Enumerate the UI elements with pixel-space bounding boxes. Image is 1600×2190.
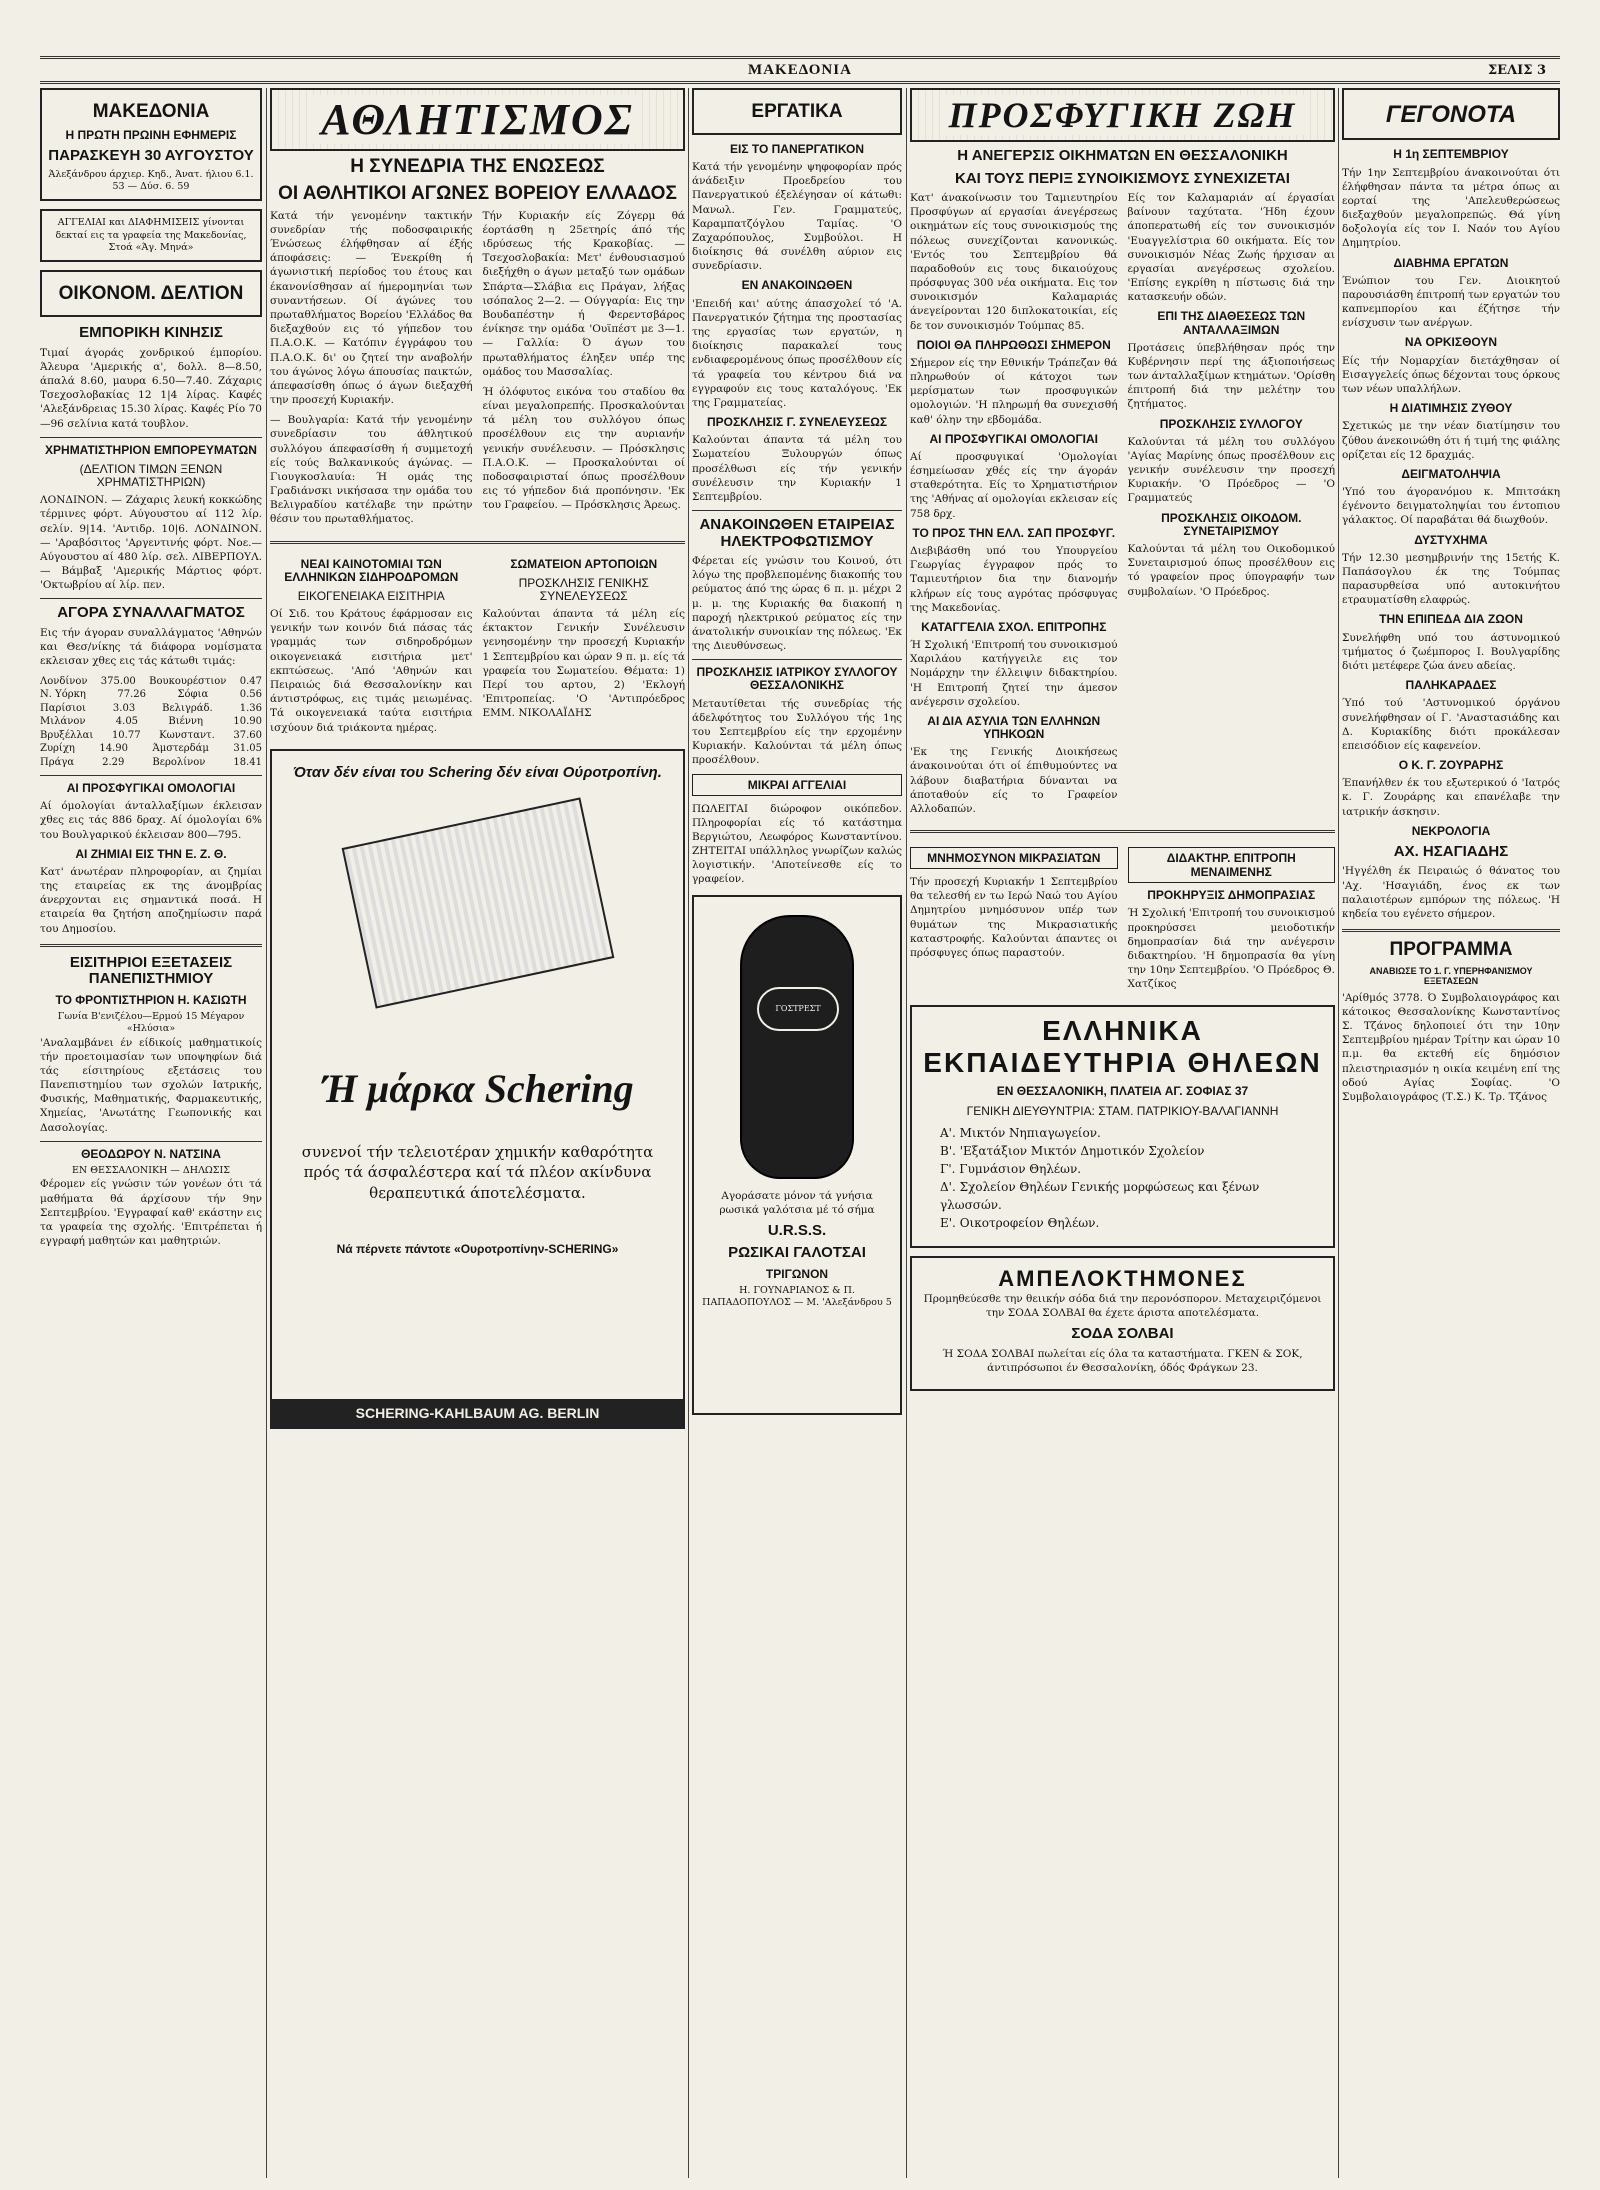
memorial-text: Τήν προσεχή Κυριακήν 1 Σεπτεμβρίου θα τελεσθή εν τω Ιερώ Ναώ του Αγίου Δημητρίου μνημόσυνον υπέρ των θυμάτων της Μικρασιατικής καταστροφής. Καλούνται άπαντες οι πρόσφυγες όπως παραστούν. <box>910 876 1118 959</box>
product-icon <box>341 798 614 1009</box>
girls-school-ad <box>910 1005 1335 1247</box>
table-row: Λονδίνον 375.00 Βουκουρέστιον 0.47 <box>40 675 262 687</box>
exchange-sub: (ΔΕΛΤΙΟΝ ΤΙΜΩΝ ΞΕΝΩΝ ΧΡΗΜΑΤΙΣΤΗΡΙΩΝ) <box>79 461 223 490</box>
table-row: Ν. Υόρκη 77.26 Σόφια 0.56 <box>40 689 262 700</box>
exchange-heading: ΧΡΗΜΑΤΙΣΤΗΡΙΟΝ ΕΜΠΟΡΕΥΜΑΤΩΝ <box>45 442 257 457</box>
schering-ad <box>270 749 685 1429</box>
page-number: ΣΕΛΙΣ 3 <box>1482 63 1552 78</box>
events-date: Η 1η ΣΕΠΤΕΜΒΡΙΟΥ <box>1393 147 1509 162</box>
trade-text: Τιμαί άγοράς χονδρικού έμπορίου. Άλευρα 'Αμερικής α', δολλ. 8—8.50, άπαλά 8.60, μαυρα 6.50—7.40. Ζάχαρις Τσεχοσλοβακίας 12 1|4 λίρας. Καφές 'Αλεξάνδρειας 15.30 λίρας. Καφές Ρίο 70—96 σελίνια κατά τουβλον. <box>40 346 262 430</box>
bakers-subheading: ΠΡΟΣΚΛΗΣΙΣ ΓΕΝΙΚΗΣ ΣΥΝΕΛΕΥΣΕΩΣ <box>518 575 649 603</box>
medical-heading: ΠΡΟΣΚΛΗΣΙΣ ΙΑΤΡΙΚΟΥ ΣΥΛΛΟΓΟΥ ΘΕΣΣΑΛΟΝΙΚΗΣ <box>696 665 898 693</box>
currency-heading: ΑΓΟΡΑ ΣΥΝΑΛΛΑΓΜΑΤΟΣ <box>57 604 245 622</box>
list-item: Β'. 'Εξατάξιον Μικτόν Δημοτικόν Σχολείον <box>940 1143 1205 1158</box>
auction-text: Ή Σχολική 'Επιτροπή του συνοικισμού προκηρύσσει μειοδοτικήν δημοπρασίαν διά την ανέγερσιν διδακτηρίου. 'Η δημοπρασία θα γίνη την 10ην Σεπτεμβρίου. 'Ο Πρόεδρος Θ. Χατζίκος <box>1127 907 1335 991</box>
column-1 <box>40 88 262 2178</box>
vine-text: Προμηθεύεσθε την θειικήν σόδα διά την περονόσπορον. Μεταχειριζόμενοι την ΣΟΔΑ ΣΟΛΒΑΙ θα έχετε άριστα αποτελέσματα. <box>923 1292 1322 1319</box>
oath-text: Είς τήν Νομαρχίαν διετάχθησαν οί Εισαγγελείς όπως δέχονται τους όρκους των νέων υπαλλήλων. <box>1342 354 1560 396</box>
electric-text: Φέρεται είς γνώσιν του Κοινού, ότι λόγω της προβλεπομένης διακοπής του ρεύματος άπό της ώρας 6 π. μ. μέχρι 2 μ. μ. της Κυριακής θα διακοπή η παροχή ηλεκτρικού ρεύματος είς την άνατολικήν συνοικίαν της πόλεως. 'Εκ της Διευθύνσεως. <box>692 555 902 653</box>
events-text-1: Τήν 1ην Σεπτεμβρίου άνακοινούται ότι έλήφθησαν πάντα τα μέτρα όπως αι εορταί της 'Απελευθερώσεως διεξαχθούν μεγαλοπρεπώς. Θά γίνη δοξολογία είς τον Ι. Ναόν του Αγίου Δημητρίου. <box>1342 166 1560 250</box>
labour-text-1: Κατά τήν γενομένην ψηφοφορίαν πρός άνάδειξιν Προεδρείου του Πανεργατικού έξελέγησαν οί κάτωθι: Μανωλ. Γεν. Γραμματεύς, Καραμπατζόγλου Ταμίας. 'Ο Ζαχαρόπουλος, Συμβούλοι. Η διοίκησις θά συνέλθη αύριον εις συνεδρίασιν. <box>692 161 902 273</box>
labour-heading: ΕΡΓΑΤΙΚΑ <box>751 101 843 122</box>
refugee-banner: ΠΡΟΣΦΥΓΙΚΗ ΖΩΗ <box>910 88 1335 142</box>
auction-heading: ΔΙΔΑΚΤΗΡ. ΕΠΙΤΡΟΠΗ ΜΕΝΑΙΜΕΝΗΣ <box>1128 847 1336 883</box>
table-row: Ζυρίχη 14.90 Άμστερδάμ 31.05 <box>40 743 262 754</box>
table-row: Παρίσιοι 3.03 Βελιγράδ. 1.36 <box>40 702 262 714</box>
labour-sub-3: ΠΡΟΣΚΛΗΣΙΣ Γ. ΣΥΝΕΛΕΥΣΕΩΣ <box>706 415 888 430</box>
program-text: 'Αρίθμός 3778. Ό Συμβολαιογράφος και κάτοικος Θεσσαλονίκης Κωνσταντίνος Σ. Τζάνος δηλοποιεί ότι την 10ην Σεπτεμβρίου ημέραν Τρίτην και ώραν 10 π.μ. θα εκτεθή είς δημόσιον πλειστηριασμόν η οικία κειμένη επί της οδού Αγίας Σοφίας. 'Ο Συμβολαιογράφος (Τ.Σ.) Κ. Τρ. Τζάνος <box>1342 991 1560 1103</box>
animals-heading: ΤΗΝ ΕΠΙΠΕΔΑ ΔΙΑ ΖΩΟΝ <box>1379 612 1523 627</box>
coop-heading: ΠΡΟΣΚΛΗΣΙΣ ΟΙΚΟΔΟΜ. ΣΥΝΕΤΑΙΡΙΣΜΟΥ <box>1161 510 1302 538</box>
rail-heading: ΝΕΑΙ ΚΑΙΝΟΤΟΜΙΑΙ ΤΩΝ ΕΛΛΗΝΙΚΩΝ ΣΙΔΗΡΟΔΡΟΜΩΝ <box>284 556 459 584</box>
bakers-text: Καλούνται άπαντα τά μέλη είς έκτακτον Γενικήν Συνέλευσιν γενησομένην την προσεχή Κυριακήν 1 Σεπτεμβρίου και ώραν 9 π. μ. είς τά γραφεία του Σωματείου. Θέματα: 1) Περί του αρτου, 2) 'Εκλογή 'Επιτροπείας. 'Ο 'Αντιπρόεδρος ΕΜΜ. ΝΙΚΟΛΑΪΔΗΣ <box>482 608 685 720</box>
galosh-title: ΡΩΣΙΚΑΙ ΓΑΛΟΤΣΑΙ <box>728 1244 866 1262</box>
rail-subheading: ΕΙΚΟΓΕΝΕΙΑΚΑ ΕΙΣΙΤΗΡΙΑ <box>297 588 445 603</box>
club-text: Καλούνται τά μέλη του συλλόγου 'Αγίας Μαρίνης όπως προσέλθουν εις γενικήν συνέλευσιν την προσεχή Κυριακήν. 'Ο Πρόεδρος — 'Ο Γραμματεύς <box>1127 435 1335 505</box>
electric-heading: ΑΝΑΚΟΙΝΩΘΕΝ ΕΤΑΙΡΕΙΑΣ ΗΛΕΚΤΡΟΦΩΤΙΣΜΟΥ <box>699 516 895 550</box>
doctor-heading: Ο Κ. Γ. ΖΟΥΡΑΡΗΣ <box>1398 758 1504 773</box>
schering-ad-footer: SCHERING-KAHLBAUM AG. BERLIN <box>272 1399 683 1427</box>
obituary-name: ΑΧ. ΗΣΑΓΙΑΔΗΣ <box>1393 842 1509 860</box>
galosh-brand: U.R.S.S. <box>767 1221 827 1239</box>
workers-text: Ένώπιον του Γεν. Διοικητού παρουσιάσθη έπιτροπή των εργατών του καπνεμπορίου και έζήτησε τήν ενίσχυσιν των ανέργων. <box>1342 274 1560 330</box>
bonds-heading-2: ΑΙ ΠΡΟΣΦΥΓΙΚΑΙ ΟΜΟΛΟΓΙΑΙ <box>929 431 1098 446</box>
masthead <box>40 56 1560 84</box>
currency-intro: Εις τήν άγοραν συναλλάγματος 'Αθηνών και Θεσ/νίκης τά διάφορα νομίσματα εκλεισαν χθες εις τάς κάτωθι τιμάς: <box>40 626 262 668</box>
payments-heading: ΠΟΙΟΙ ΘΑ ΠΛΗΡΩΘΩΣΙ ΣΗΜΕΡΟΝ <box>916 337 1111 352</box>
column-5 <box>1342 88 1560 2178</box>
galosh-sub: ΤΡΙΓΩΝΟΝ <box>765 1266 829 1281</box>
exchange-props-text: Προτάσεις ύπεβλήθησαν πρός την Κυβέρνησιν περί της άξιοποιήσεως των άνταλλαξίμων κτημάτων. 'Ορίσθη έπιτροπή διά την μελέτην του ζητήματος. <box>1127 341 1335 411</box>
classified-heading: ΜΙΚΡΑΙ ΑΓΓΕΛΙΑΙ <box>692 774 902 796</box>
sports-text-4: Ή όλόφυτος εικόνα του σταδίου θα είναι μεγαλοπρεπής. Προσκαλούνται τά μέλη του συλλόγου όπως προσέλθουν εις την αυριανήν γενικήν συνέλευσιν. — Πρόσκλησις Π.Α.Ο.Κ. — Προσκαλούνται οί ποδοσφαιρισταί όπως προσέλθουν εις τό γήπεδον διά προπόνησιν. 'Εκ του Γραφείου. — Πρόσκλησις Άρεως. <box>482 385 685 512</box>
refugee-text-1: Κατ' άνακοίνωσιν του Ταμιευτηρίου Προσφύγων αί εργασίαι άνεγέρσεως οικημάτων είς τους συνοικισμούς της πόλεως συνεχίζονται κανονικώς. 'Εντός του Σεπτεμβρίου θά παραδοθούν εις τους δικαιούχους πρόσφυγας 300 νέα οικήματα. Εις τον συνοικισμόν Καλαμαριάς άνεγείρονται 120 διπλοκατοικίαι, είς δε τον συνοικισμόν Τούμπας 85. <box>910 192 1118 332</box>
list-item: Α'. Μικτόν Νηπιαγωγείον. <box>940 1125 1101 1140</box>
girls-school-sub: ΕΝ ΘΕΣΣΑΛΟΝΙΚΗ, ΠΛΑΤΕΙΑ ΑΓ. ΣΟΦΙΑΣ 37 <box>996 1084 1249 1099</box>
bonds-heading: ΑΙ ΠΡΟΣΦΥΓΙΚΑΙ ΟΜΟΛΟΓΙΑΙ <box>66 781 236 795</box>
sampling-text: 'Υπό του άγορανόμου κ. Μπιτσάκη έγένοντο δειγματοληψίαι του έντοπιου γάλακτος. Οί παραβάται θά διωχθούν. <box>1342 486 1560 527</box>
refugee-text-2: Είς τον Καλαμαριάν αί έργασίαι βαίνουν ταχύτατα. 'Ήδη έχουν άποπερατωθή είς τον συνοικισμόν 'Ευαγγελίστρια 60 οικήματα. Είς τον συνοικισμόν Νέας Ζωής ήρχισαν αι εργασίαι ανεγέρσεως σχολείου. 'Επίσης εγκρίθη η πίστωσις διά την κατασκευήν οδών. <box>1127 192 1335 304</box>
beer-text: Σχετικώς με την νέαν διατίμησιν του ζύθου άνεκοινώθη ότι ή τιμή της φιάλης ορίζεται είς 12 δραχμάς. <box>1342 420 1560 461</box>
events-heading: ΓΕΓΟΝΟΤΑ <box>1385 101 1517 128</box>
labour-sub: ΕΙΣ ΤΟ ΠΑΝΕΡΓΑΤΙΚΟΝ <box>729 141 864 156</box>
girls-school-director: ΓΕΝΙΚΗ ΔΙΕΥΘΥΝΤΡΙΑ: ΣΤΑΜ. ΠΑΤΡΙΚΙΟΥ-ΒΑΛΑΓΙΑΝΝΗ <box>966 1103 1279 1118</box>
paper-sub: Η ΠΡΩΤΗ ΠΡΩΙΝΗ ΕΦΗΜΕΡΙΣ <box>65 127 237 142</box>
workers-heading: ΔΙΑΒΗΜΑ ΕΡΓΑΤΩΝ <box>1393 255 1509 270</box>
brawl-text: Ύπό τού 'Αστυνομικού όργάνου συνελήφθησαν οί Γ. 'Αναστασιάδης και Δ. Κυριακίδης διότι προκάλεσαν επεισόδιον είς καφενείον. <box>1342 697 1560 752</box>
sports-text-1: Κατά τήν γενομένην τακτικήν συνεδρίαν τής ποδοσφαιρικής Ένώσεως έλήφθησαν αί έξής άποφάσεις: — Ένεκρίθη ή άγωνιστική περίοδος του έτους και έκανονίσθησαν αί ήμερομηνίαι των συναντήσεων. Οί άγώνες του πρωταθλήματος Βορείου 'Ελλάδος θα διεξαχθούν εις τό γήπεδον του Π.Α.Ο.Κ. — Κατόπιν έγγράφου του Π.Α.Ο.Κ. δι' ου ζητεί την αναβολήν του άγώνος λόγω άπουσίας παικτών, άπεφασίσθη όπως ό άγων διεξαχθή την προσεχή Κυριακήν. <box>270 209 473 407</box>
vine-ad <box>910 1256 1335 1391</box>
oath-heading: ΝΑ ΟΡΚΙΣΘΟΥΝ <box>1404 335 1498 350</box>
table-row: Βρυξέλλαι 10.77 Κωνσταντ. 37.60 <box>40 729 262 741</box>
beer-heading: Η ΔΙΑΤΙΜΗΣΙΣ ΖΥΘΟΥ <box>1389 401 1513 416</box>
medical-text: Μεταυτίθεται τής συνεδρίας τής άδελφότητος του Συλλόγου τής 1ης του Σεπτεμβρίου είς την ερχομένην Κυριακήν. Καλούνται τά μέλη όπως προσέλθουν. <box>692 697 902 767</box>
coop-text: Καλούνται τά μέλη του Οικοδομικού Συνεταιρισμού όπως προσέλθουν εις τό γραφείον προς ύπογραφήν των συμβολαίων. 'Ο Πρόεδρος. <box>1127 543 1335 598</box>
schering-ad-bottom: Νά πέρνετε πάντοτε «Ουροτροπίνην-SCHERING» <box>336 1241 619 1256</box>
damage-heading: ΑΙ ΖΗΜΙΑΙ ΕΙΣ ΤΗΝ Ε. Ζ. Θ. <box>75 846 227 861</box>
rail-text: Οί Σιδ. του Κράτους έφάρμοσαν εις γενικήν των κοινόν διά πάσας τάς γραμμάς των σιδηροδρόμων οικογενειακά εισιτήρια μετ' εκπτώσεως. 'Από 'Αθηνών και Πειραιώς διά Θεσσαλονίκην και άντιστρόφως, εις τιμάς μειωμένας. Τά οικογενειακά ταύτα εισιτήρια ισχύουν διά τριάκοντα ημέρας. <box>270 608 473 734</box>
econ-heading: ΟΙΚΟΝΟΜ. ΔΕΛΤΙΟΝ <box>58 283 244 305</box>
paper-name: ΜΑΚΕΔΟΝΙΑ <box>92 101 210 122</box>
ministry-heading: ΤΟ ΠΡΟΣ ΤΗΝ ΕΛΛ. ΣΑΠ ΠΡΟΣΦΥΓ. <box>912 525 1116 540</box>
damage-text: Κατ' άνωτέραν πληροφορίαν, αι ζημίαι της εταιρείας εκ της άνομβρίας άνερχονται εις σημαντικά ποσά. Η εταιρεία θα ζητήση αποζημίωσιν παρά του Δημοσίου. <box>40 865 262 935</box>
vine-brand: ΣΟΔΑ ΣΟΛΒΑΙ <box>1071 1325 1174 1343</box>
galosh-footer: Η. ΓΟΥΝΑΡΙΑΝΟΣ & Π. ΠΑΠΑΔΟΠΟΥΛΟΣ — Μ. 'Αλεξάνδρου 5 <box>702 1285 892 1309</box>
school-sub: Γωνία Β'ενιζέλου—Ερμού 15 Μέγαρον «Ηλύσια» <box>57 1010 245 1035</box>
complaint-text: Ή Σχολική 'Επιτροπή του συνοικισμού Χαριλάου κατήγγειλε εις τον Νομάρχην την έλλειψιν διδακτηρίου. 'Η Επιτροπή ζητεί την άμεσον ανέγερσιν σχολείου. <box>910 639 1118 708</box>
vine-footer: Ή ΣΟΔΑ ΣΟΛΒΑΙ πωλείται είς όλα τα καταστήματα. ΓΚΕΝ & ΣΟΚ, άντιπρόσωποι έν Θεσσαλονίκη, όδός Φράγκων 23. <box>942 1347 1303 1374</box>
labour-sub-2: ΕΝ ΑΝΑΚΟΙΝΩΘΕΝ <box>741 278 853 293</box>
list-item: Ε'. Οικοτροφείον Θηλέων. <box>940 1215 1100 1230</box>
accident-text: Τήν 12.30 μεσημβρινήν της 15ετής Κ. Παπάσογλου έκ της Τούμπας παρασυρθείσα υπό αυτοκινήτου ετραυματίσθη ελαφρώς. <box>1342 551 1560 607</box>
schering-ad-text: συνενοί τήν τελειοτέραν χημικήν καθαρότητα πρός τά άσφαλέστερα καί τά πλέον ακίνδυνα θεραπευτικά άποτελέσματα. <box>301 1143 654 1202</box>
program-sub: ΑΝΑΒΙΩΣΕ ΤΟ 1. Γ. ΥΠΕΡΗΦΑΝΙΣΜΟΥ ΕΞΕΤΑΣΕΩΝ <box>1369 966 1533 986</box>
memorial-heading: ΜΝΗΜΟΣΥΝΟΝ ΜΙΚΡΑΣΙΑΤΩΝ <box>910 847 1118 869</box>
school-heading: ΤΟ ΦΡΟΝΤΙΣΤΗΡΙΟΝ Η. ΚΑΣΙΩΤΗ <box>55 992 247 1007</box>
program-heading: ΠΡΟΓΡΑΜΜΑ <box>1389 939 1513 961</box>
payments-text: Σήμερον είς την Εθνικήν Τράπεζαν θά πληρωθούν οί κάτοχοι των μερίσματων των προσφυγικών ομολογιών. 'Η πληρωμή θα συνεχισθή καθ' όλην την εβδομάδα. <box>910 356 1118 426</box>
complaint-heading: ΚΑΤΑΓΓΕΛΙΑ ΣΧΟΛ. ΕΠΙΤΡΟΠΗΣ <box>921 619 1107 634</box>
classified-text: ΠΩΛΕΙΤΑΙ διώροφον οικόπεδον. Πληροφορίαι είς τό κατάστημα Βεργιώτου, Λεωφόρος Κωνσταντίνου. ΖΗΤΕΙΤΑΙ υπάλληλος γνωρίζων καλώς λογιστικήν. 'Αποτείνεσθε είς το γραφείον. <box>692 802 902 886</box>
animals-text: Συνελήφθη υπό του άστυνομικού τμήματος ό ζωέμπορος Ι. Βουλγαρίδης διότι μετέφερε ζώα άνευ αδείας. <box>1342 631 1560 672</box>
brawl-heading: ΠΑΛΗΚΑΡΑΔΕΣ <box>1405 678 1497 693</box>
girls-school-title: ΕΛΛΗΝΙΚΑ ΕΚΠΑΙΔΕΥΤΗΡΙΑ ΘΗΛΕΩΝ <box>923 1015 1322 1079</box>
sports-banner: ΑΘΛΗΤΙΣΜΟΣ <box>270 88 685 151</box>
article-heading: Η ΣΥΝΕΔΡΙΑ ΤΗΣ ΕΝΩΣΕΩΣ <box>350 156 605 177</box>
galosh-ad <box>692 895 902 1415</box>
paper-box <box>40 88 262 201</box>
list-item: Δ'. Σχολείον Θηλέων Γενικής μορφώσεως και ξένων γλωσσών. <box>940 1179 1260 1212</box>
masthead-name: ΜΑΚΕΔΟΝΙΑ <box>738 62 862 79</box>
bonds-text: Αί όμολογίαι άνταλλαξίμων έκλεισαν χθες εις τάς 886 δραχ. Αί όμολογίαι 6% του Βουλγαρικού έκλεισαν 800—795. <box>40 800 262 841</box>
doctor-text: Έπανήλθεν έκ του εξωτερικού ό 'Ιατρός κ. Γ. Ζουράρης και επανέλαβε την ιατρικήν άσκησιν. <box>1342 777 1560 818</box>
bonds-text-2: Αί προσφυγικαί 'Ομολογίαι έσημείωσαν χθές είς την άγοράν σταθερότητα. Είς το Χρηματιστήριον της 'Αθήνας αί ομολογίαι εκλεισαν είς 758 δρχ. <box>910 450 1118 520</box>
schering-brand: Ή μάρκα Schering <box>321 1066 634 1112</box>
school2-heading: ΘΕΟΔΩΡΟΥ Ν. ΝΑΤΣΙΝΑ <box>81 1146 221 1161</box>
list-item: Γ'. Γυμνάσιον Θηλέων. <box>940 1161 1082 1176</box>
paper-info: Άλεξάνδρου άρχιερ. Κηδ., Άνατ. ήλιου 6.1. 53 — Δύσ. 6. 59 <box>48 168 254 192</box>
galosh-text: Αγοράσατε μόνον τά γνήσια ρωσικά γαλότσια μέ τό σήμα <box>719 1189 875 1216</box>
table-row: Μιλάνον 4.05 Βιέννη 10.90 <box>40 716 262 727</box>
sports-text-3: — Βουλγαρία: Κατά τήν γενομένην συνεδρίασιν του άθλητικού συλλόγου άπεφασίσθη ή συμμετοχή είς τούς Βαλκανικούς άγώνας. — Γιουγκοσλαυία: Ή ομάς της Γραδιάνσκι νικήσασα την ομάδα του Βελιγραδίου κατέλαβε την πρώτην θέσιν του πρωταθλήματος. <box>270 414 473 526</box>
labour-text-3: Καλούνται άπαντα τά μέλη του Σωματείου Ξυλουργών όπως προσέλθωσι είς τήν γενικήν συνέλευσιν την Κυριακήν 1 Σεπτεμβρίου. <box>692 434 902 503</box>
ministry-text: Διεβιβάσθη υπό του Υπουργείου Γεωργίας έγγραφον πρός το Ταμιευτήριον δια την διανομήν κλήρων είς τους αγρότας πρόσφυγας της Μακεδονίας. <box>910 545 1118 614</box>
passports-text: 'Εκ της Γενικής Διοικήσεως άνακοινούται ότι οί έπιθυμούντες να λάβουν διαβατήρια δύνανται να άποταθούν είς το Γραφείον Αλλοδαπών. <box>910 746 1118 815</box>
exchange-props-heading: ΕΠΙ ΤΗΣ ΔΙΑΘΕΣΕΩΣ ΤΩΝ ΑΝΤΑΛΛΑΞΙΜΩΝ <box>1157 309 1306 337</box>
bakers-heading: ΣΩΜΑΤΕΙΟΝ ΑΡΤΟΠΟΙΩΝ <box>510 556 658 571</box>
labour-text-2: 'Επειδή και' αύτης άπασχολεί τό 'Α. Πανεργατικόν ζήτημα της προστασίας της εργασίας των εργατών, η διοίκησις παρακαλεί τους ενδιαφερομένους όπως προσέλθουν είς τά γραφεία του κέντρου διά να εγγραφούν εις τους καταλόγους. 'Εκ της Γραμματείας. <box>692 297 902 409</box>
accident-heading: ΔΥΣΤΥΧΗΜΑ <box>1414 532 1488 547</box>
refugee-heading: Η ΑΝΕΓΕΡΣΙΣ ΟΙΚΗΜΑΤΩΝ ΕΝ ΘΕΣΣΑΛΟΝΙΚΗ <box>957 147 1288 164</box>
school2-text: Φέρομεν είς γνώσιν τών γονέων ότι τά μαθήματα θά άρχίσουν τήν 9ην Σεπτεμβρίου. 'Εγγραφαί καθ' εκάστην εις τα γραφεία της σχολής. 'Επιτρέπεται ή εγγραφή μαθητών και μαθητριών. <box>40 1178 262 1248</box>
column-3 <box>692 88 902 2178</box>
currency-table <box>40 675 262 770</box>
exams-heading: ΕΙΣΙΤΗΡΙΟΙ ΕΞΕΤΑΣΕΙΣ ΠΑΝΕΠΙΣΤΗΜΙΟΥ <box>69 953 233 988</box>
schering-ad-top: Όταν δέν είναι του Schering δέν είναι Ούροτροπίνη. <box>293 763 662 781</box>
column-4 <box>910 88 1335 2178</box>
vine-title: ΑΜΠΕΛΟΚΤΗΜΟΝΕΣ <box>998 1265 1247 1291</box>
obituary-heading: ΝΕΚΡΟΛΟΓΙΑ <box>1411 823 1491 838</box>
obituary-text: 'Ηγγέλθη έκ Πειραιώς ό θάνατος του 'Αχ. 'Ησαγιάδη, ένος εκ των παλαιοτέρων εμπόρων της πόλεως. 'Η κηδεία του εγένετο σήμερον. <box>1342 865 1560 920</box>
club-heading: ΠΡΟΣΚΛΗΣΙΣ ΣΥΛΛΟΓΟΥ <box>1159 416 1303 431</box>
article-subheading: ΟΙ ΑΘΛΗΤΙΚΟΙ ΑΓΩΝΕΣ ΒΟΡΕΙΟΥ ΕΛΛΑΔΟΣ <box>278 182 677 204</box>
sports-text-2: Τήν Κυριακήν είς Ζόγερμ θά έορτάσθη η 25ετηρίς άπό τής ιδρύσεως τής Κρακοβίας. — Τσεχοσλοβακία: Μετ' ένθουσιασμού διεξήχθη ο άγων μεταξύ των ομάδων Σπάρτα—Σλάβια εις Πράγαν, λήξας ισόπαλος 2—2. — Ούγγαρία: Εις την Βουδαπέστην ή Φερεντσβάρος ένίκησε την ομάδα 'Ουϊπέστ με 3—1. — Γαλλία: Ό άγων του πρωταθλήματος έληξεν υπέρ της ομάδος του Μασσαλίας. <box>482 209 685 378</box>
girls-school-list <box>940 1124 1305 1232</box>
galosh-icon <box>740 915 854 1179</box>
galosh-logo: ΓΟΣΤΡΕΣΤ <box>757 987 839 1031</box>
refugee-subheading: ΚΑΙ ΤΟΥΣ ΠΕΡΙΞ ΣΥΝΟΙΚΙΣΜΟΥΣ ΣΥΝΕΧΙΖΕΤΑΙ <box>955 169 1290 187</box>
school2-sub: ΕΝ ΘΕΣΣΑΛΟΝΙΚΗ — ΔΗΛΩΣΙΣ <box>72 1165 230 1177</box>
sampling-heading: ΔΕΙΓΜΑΤΟΛΗΨΙΑ <box>1401 466 1501 481</box>
table-row: Πράγα 2.29 Βερολίνον 18.41 <box>40 756 262 768</box>
auction-sub: ΠΡΟΚΗΡΥΞΙΣ ΔΗΜΟΠΡΑΣΙΑΣ <box>1147 888 1316 903</box>
column-2 <box>270 88 685 2178</box>
school-text: 'Αναλαμβάνει έν είδικοίς μαθηματικοίς τήν προετοιμασίαν των υποψηφίων διά τάς είσιτηρίους εξετάσεις του Πανεπιστημίου των σχολών Ιατρικής, Φυσικής, Μαθηματικής, Φαρμακευτικής, Χημείας, 'Ανωτάτης Γεωπονικής και Δασολογίας. <box>40 1036 262 1134</box>
paper-date: ΠΑΡΑΣΚΕΥΗ 30 ΑΥΓΟΥΣΤΟΥ <box>48 147 254 165</box>
ads-notice: ΑΓΓΕΛΙΑΙ και ΔΙΑΦΗΜΙΣΕΙΣ γίνονται δεκταί εις τα γραφεία της Μακεδονίας, Στοά «Άγ. Μηνά» <box>40 209 262 262</box>
exchange-text: ΛΟΝΔΙΝΟΝ. — Ζάχαρις λευκή κοκκώδης τέρμινες φόρτ. Αύγουστου αί 112 λίρ. σελίν. 9|14. 'Αντιδρ. 10|6. ΛΟΝΔΙΝΟΝ. — 'Αραβόσιτος 'Αργεντινής φόρτ. Νοε.—Αύγουστου αί 480 λίρ. σελ. ΛΙΒΕΡΠΟΥΛ. — Βάμβαξ 'Αμερικής Μάρτιος φόρτ. 'Οκτωβρίου αί λίρ. πεν. <box>40 494 262 592</box>
trade-heading: ΕΜΠΟΡΙΚΗ ΚΙΝΗΣΙΣ <box>79 324 223 342</box>
passports-heading: ΑΙ ΔΙΑ ΑΣΥΛΙΑ ΤΩΝ ΕΛΛΗΝΩΝ ΥΠΗΚΟΩΝ <box>927 713 1101 742</box>
